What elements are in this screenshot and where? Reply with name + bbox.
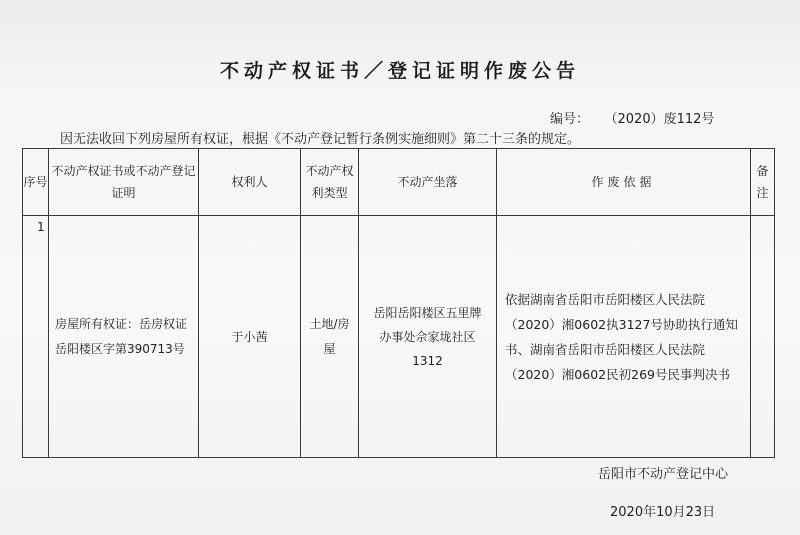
header-basis: 作废依据 <box>497 149 751 216</box>
cell-location: 岳阳岳阳楼区五里牌办事处佘家垅社区1312 <box>359 216 497 458</box>
intro-paragraph: 因无法收回下列房屋所有权证，根据《不动产登记暂行条例实施细则》第二十三条的规定。 <box>60 132 581 147</box>
cell-holder: 于小茜 <box>199 216 301 458</box>
header-cert: 不动产权证书或不动产登记证明 <box>49 149 199 216</box>
cell-cert: 房屋所有权证：岳房权证岳阳楼区字第390713号 <box>49 216 199 458</box>
header-seq: 序号 <box>23 149 49 216</box>
header-remark: 备注 <box>751 149 775 216</box>
void-certificate-table <box>22 148 775 458</box>
cell-right-type: 土地/房屋 <box>301 216 359 458</box>
issuer-name: 岳阳市不动产登记中心 <box>598 467 729 482</box>
page-title: 不动产权证书／登记证明作废公告 <box>219 60 580 82</box>
table-header-row <box>23 149 775 216</box>
cell-basis: 依据湖南省岳阳市岳阳楼区人民法院（2020）湘0602执3127号协助执行通知书、湖南省岳阳市岳阳楼区人民法院（2020）湘0602民初269号民事判决书 <box>497 216 751 458</box>
cell-seq: 1 <box>23 216 49 458</box>
cell-remark <box>751 216 775 458</box>
header-right-type: 不动产权利类型 <box>301 149 359 216</box>
table-row <box>23 216 775 458</box>
document-number <box>550 108 714 127</box>
document-number-value: （2020）废112号 <box>611 112 715 127</box>
issue-date: 2020年10月23日 <box>610 505 716 520</box>
header-holder: 权利人 <box>199 149 301 216</box>
document-number-label: 编号： <box>550 112 590 127</box>
header-location: 不动产坐落 <box>359 149 497 216</box>
